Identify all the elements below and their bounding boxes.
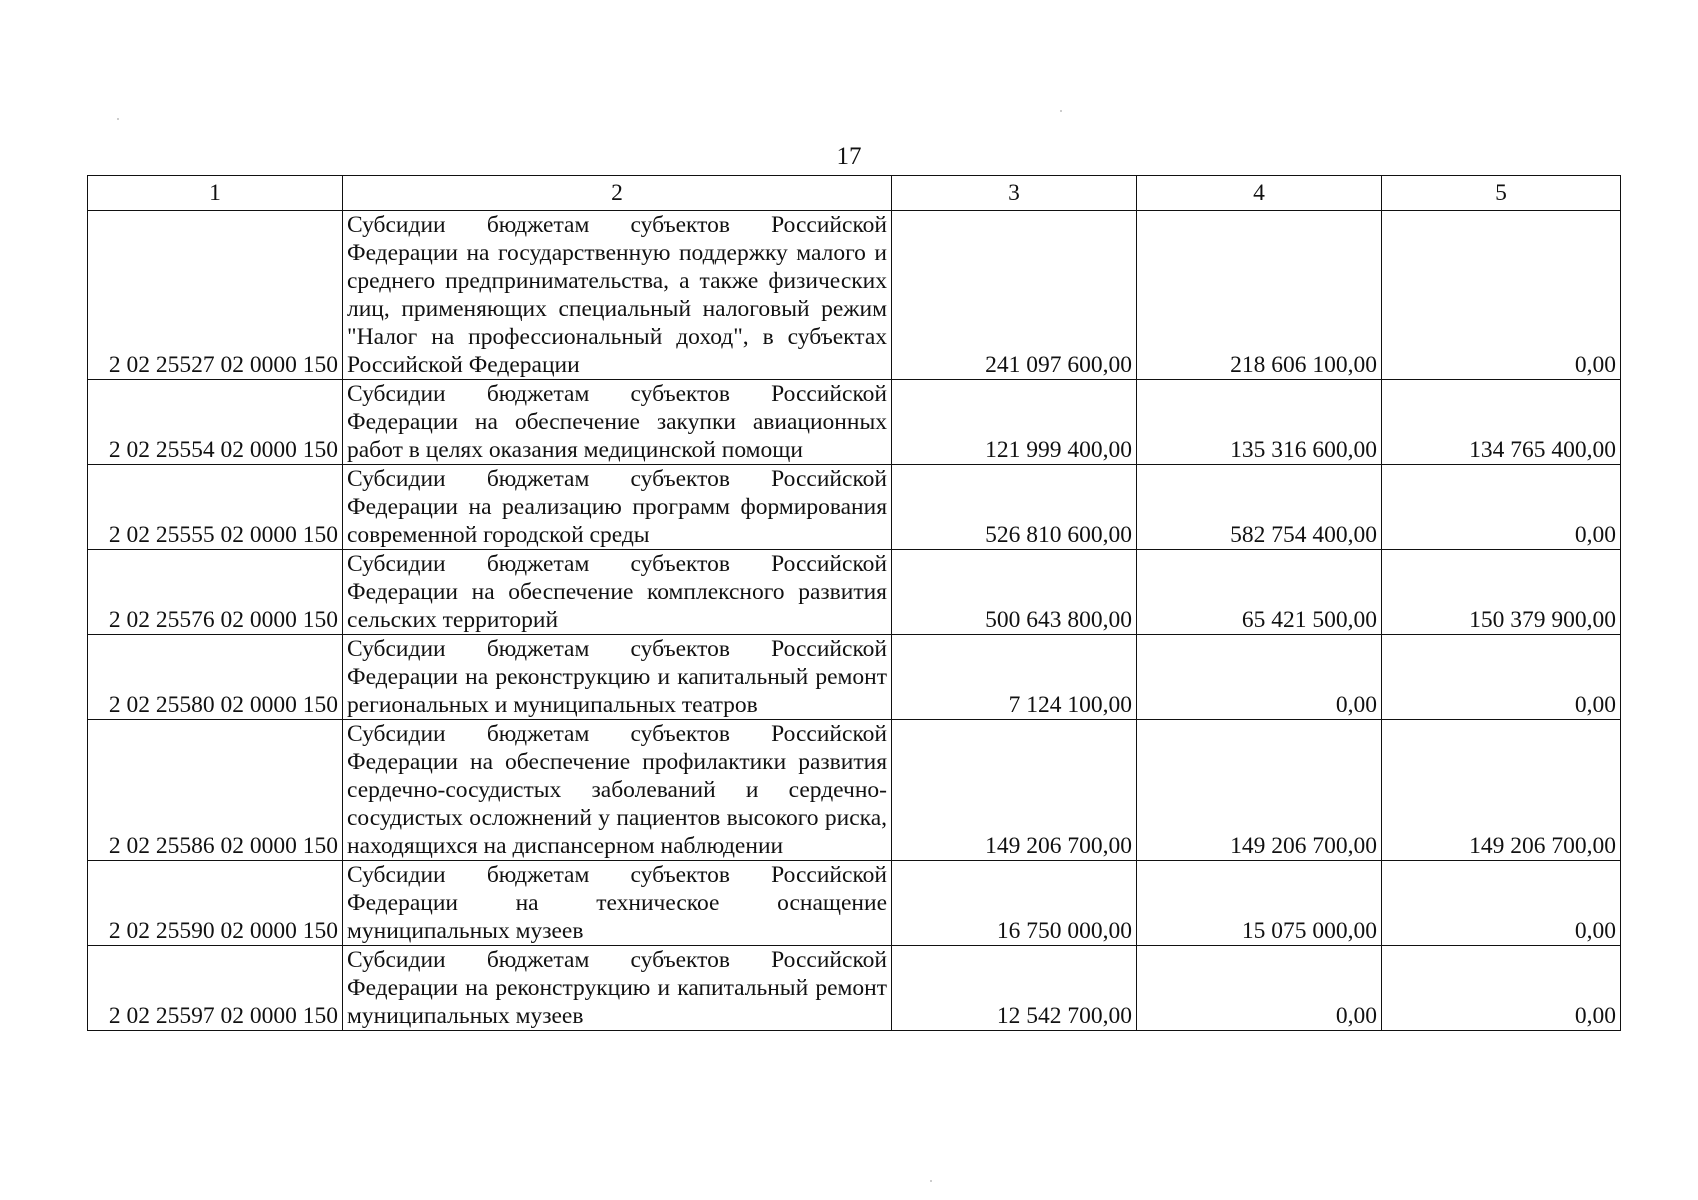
- scan-speck: [1060, 110, 1062, 112]
- amount-col5: 0,00: [1382, 465, 1621, 550]
- table-row: [88, 465, 1621, 550]
- table-row: [88, 861, 1621, 946]
- amount-col3: 149 206 700,00: [892, 720, 1137, 861]
- budget-code: 2 02 25527 02 0000 150: [88, 211, 343, 380]
- amount-col4: 0,00: [1137, 635, 1382, 720]
- row-description: Субсидии бюджетам субъектов Российской Федерации на обеспечение комплексного развития сельских территорий: [343, 550, 892, 635]
- amount-col4: 218 606 100,00: [1137, 211, 1382, 380]
- amount-col4: 15 075 000,00: [1137, 861, 1382, 946]
- amount-col5: 0,00: [1382, 861, 1621, 946]
- table-row: [88, 946, 1621, 1031]
- header-row: [88, 176, 1621, 211]
- row-description: Субсидии бюджетам субъектов Российской Федерации на реконструкцию и капитальный ремонт региональных и муниципальных театров: [343, 635, 892, 720]
- amount-col4: 135 316 600,00: [1137, 380, 1382, 465]
- table-row: [88, 720, 1621, 861]
- row-description: Субсидии бюджетам субъектов Российской Федерации на обеспечение закупки авиационных работ в целях оказания медицинской помощи: [343, 380, 892, 465]
- column-header-3: 3: [892, 176, 1137, 211]
- budget-code: 2 02 25586 02 0000 150: [88, 720, 343, 861]
- amount-col5: 0,00: [1382, 211, 1621, 380]
- column-header-4: 4: [1137, 176, 1382, 211]
- row-description: Субсидии бюджетам субъектов Российской Федерации на техническое оснащение муниципальных музеев: [343, 861, 892, 946]
- row-description: Субсидии бюджетам субъектов Российской Федерации на реконструкцию и капитальный ремонт муниципальных музеев: [343, 946, 892, 1031]
- column-header-2: 2: [343, 176, 892, 211]
- budget-code: 2 02 25555 02 0000 150: [88, 465, 343, 550]
- table-row: [88, 635, 1621, 720]
- scan-speck: [117, 118, 119, 120]
- table-row: [88, 380, 1621, 465]
- table-row: [88, 211, 1621, 380]
- amount-col3: 500 643 800,00: [892, 550, 1137, 635]
- amount-col3: 12 542 700,00: [892, 946, 1137, 1031]
- amount-col4: 0,00: [1137, 946, 1382, 1031]
- amount-col5: 134 765 400,00: [1382, 380, 1621, 465]
- amount-col4: 149 206 700,00: [1137, 720, 1382, 861]
- amount-col3: 7 124 100,00: [892, 635, 1137, 720]
- amount-col5: 150 379 900,00: [1382, 550, 1621, 635]
- amount-col5: 0,00: [1382, 635, 1621, 720]
- amount-col3: 16 750 000,00: [892, 861, 1137, 946]
- amount-col5: 0,00: [1382, 946, 1621, 1031]
- row-description: Субсидии бюджетам субъектов Российской Федерации на государственную поддержку малого и среднего предпринимательства, а также физических лиц, применяющих специальный налоговый режим "Налог на профессиональный доход", в субъектах Российской Федерации: [343, 211, 892, 380]
- budget-code: 2 02 25580 02 0000 150: [88, 635, 343, 720]
- budget-table: [87, 175, 1621, 1031]
- column-header-1: 1: [88, 176, 343, 211]
- amount-col5: 149 206 700,00: [1382, 720, 1621, 861]
- budget-code: 2 02 25597 02 0000 150: [88, 946, 343, 1031]
- scan-speck: [930, 1180, 932, 1182]
- amount-col3: 241 097 600,00: [892, 211, 1137, 380]
- amount-col4: 582 754 400,00: [1137, 465, 1382, 550]
- row-description: Субсидии бюджетам субъектов Российской Федерации на реализацию программ формирования современной городской среды: [343, 465, 892, 550]
- row-description: Субсидии бюджетам субъектов Российской Федерации на обеспечение профилактики развития сердечно-сосудистых заболеваний и сердечно-сосудистых осложнений у пациентов высокого риска, находящихся на диспансерном наблюдении: [343, 720, 892, 861]
- budget-code: 2 02 25554 02 0000 150: [88, 380, 343, 465]
- table-row: [88, 550, 1621, 635]
- page-number: 17: [836, 143, 862, 170]
- amount-col3: 121 999 400,00: [892, 380, 1137, 465]
- amount-col3: 526 810 600,00: [892, 465, 1137, 550]
- column-header-5: 5: [1382, 176, 1621, 211]
- amount-col4: 65 421 500,00: [1137, 550, 1382, 635]
- budget-code: 2 02 25590 02 0000 150: [88, 861, 343, 946]
- budget-code: 2 02 25576 02 0000 150: [88, 550, 343, 635]
